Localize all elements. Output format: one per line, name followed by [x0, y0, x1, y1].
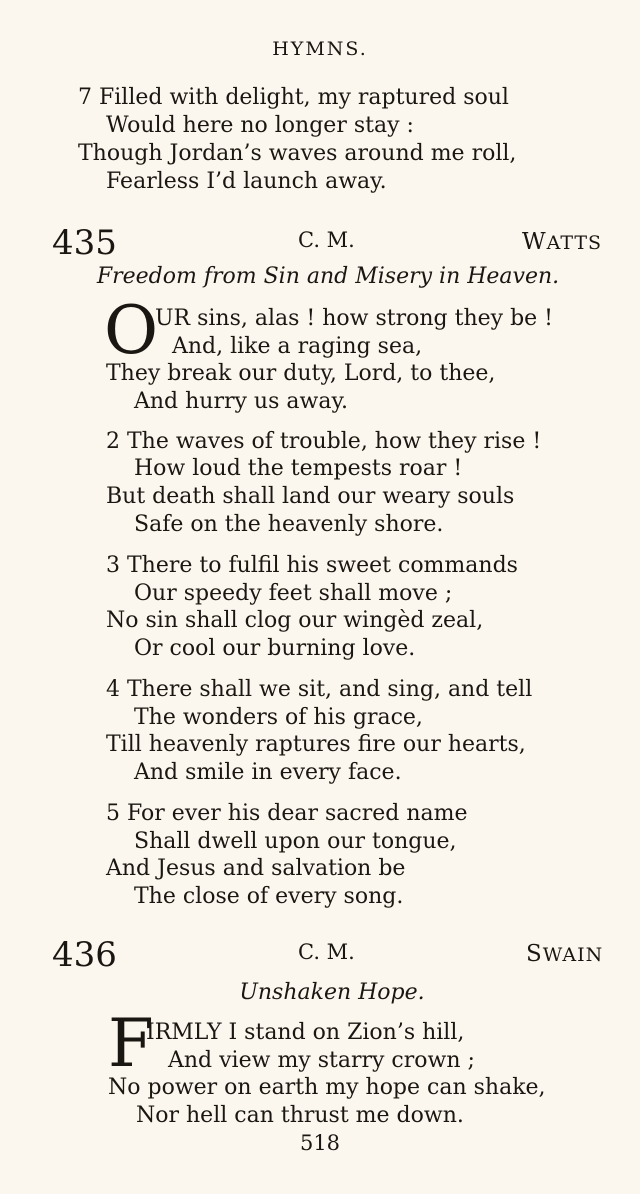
stanza-line: Or cool our burning love.: [134, 636, 416, 661]
stanza-line: And view my starry crown ;: [168, 1048, 475, 1073]
stanza-line: The close of every song.: [134, 884, 404, 909]
stanza-line: Would here no longer stay :: [106, 113, 414, 138]
stanza-line: UR sins, alas ! how strong they be !: [155, 306, 554, 331]
author-rest: WAIN: [542, 944, 604, 966]
stanza-line: How loud the tempests roar !: [134, 456, 463, 481]
drop-cap: O: [104, 292, 159, 369]
stanza-line: And Jesus and salvation be: [106, 856, 406, 881]
hymn-number: 436: [52, 935, 117, 975]
stanza-line: And, like a raging sea,: [172, 334, 423, 359]
author-initial: S: [526, 941, 543, 967]
stanza-line: Till heavenly raptures fire our hearts,: [106, 732, 526, 757]
stanza-line: IRMLY I stand on Zion’s hill,: [146, 1020, 465, 1045]
stanza-line: Nor hell can thrust me down.: [136, 1103, 464, 1128]
stanza-line: 3 There to fulfil his sweet commands: [106, 553, 518, 578]
stanza-line: But death shall land our weary souls: [106, 484, 515, 509]
stanza-line: Safe on the heavenly shore.: [134, 512, 444, 537]
hymn-meter: C. M.: [298, 228, 355, 252]
hymn-number: 435: [52, 223, 117, 263]
hymn-author: [522, 231, 602, 254]
author-rest: ATTS: [546, 232, 603, 254]
running-head: HYMNS.: [272, 38, 368, 60]
stanza-line: The wonders of his grace,: [134, 705, 423, 730]
author-initial: W: [522, 229, 547, 255]
stanza-line: No power on earth my hope can shake,: [108, 1075, 546, 1100]
stanza-line: And smile in every face.: [134, 760, 402, 785]
hymn-meter: C. M.: [298, 940, 355, 964]
stanza-line: 5 For ever his dear sacred name: [106, 801, 468, 826]
stanza-line: 7 Filled with delight, my raptured soul: [78, 85, 509, 110]
hymn-title: Freedom from Sin and Misery in Heaven.: [96, 264, 560, 289]
stanza-line: Our speedy feet shall move ;: [134, 581, 453, 606]
stanza-line: Shall dwell upon our tongue,: [134, 829, 457, 854]
drop-cap: F: [108, 1005, 154, 1082]
stanza-line: 4 There shall we sit, and sing, and tell: [106, 677, 533, 702]
page-number: 518: [299, 1131, 341, 1155]
stanza-line: And hurry us away.: [134, 389, 348, 414]
hymn-author: [526, 943, 603, 966]
stanza-line: Though Jordan’s waves around me roll,: [78, 141, 517, 166]
stanza-line: They break our duty, Lord, to thee,: [106, 361, 496, 386]
hymn-title: Unshaken Hope.: [239, 980, 425, 1005]
stanza-line: Fearless I’d launch away.: [106, 169, 387, 194]
stanza-line: No sin shall clog our wingèd zeal,: [106, 608, 484, 633]
stanza-line: 2 The waves of trouble, how they rise !: [106, 429, 542, 454]
